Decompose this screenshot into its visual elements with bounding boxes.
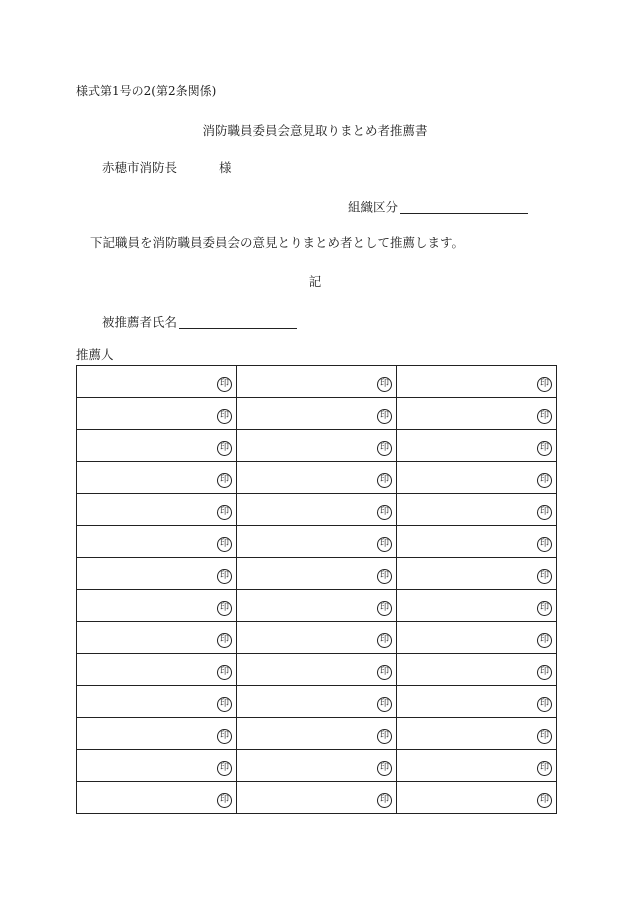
signature-cell[interactable]: [237, 750, 397, 782]
signature-cell[interactable]: [77, 462, 237, 494]
body-text: 下記職員を消防職員委員会の意見とりまとめ者として推薦します。: [90, 235, 465, 250]
seal-icon: 印: [217, 505, 232, 520]
recommenders-label: 推薦人: [76, 347, 114, 362]
seal-icon: 印: [537, 473, 552, 488]
table-row: [77, 622, 557, 654]
seal-icon: 印: [377, 793, 392, 808]
seal-icon: 印: [537, 601, 552, 616]
nominee-field: [102, 315, 297, 329]
ki-heading: 記: [308, 274, 322, 289]
signature-cell[interactable]: [397, 622, 557, 654]
signature-cell[interactable]: [397, 686, 557, 718]
signature-cell[interactable]: [397, 558, 557, 590]
seal-icon: 印: [217, 697, 232, 712]
signature-cell[interactable]: [237, 718, 397, 750]
signature-cell[interactable]: [237, 558, 397, 590]
seal-icon: 印: [217, 665, 232, 680]
table-row: [77, 782, 557, 814]
signature-cell[interactable]: [237, 430, 397, 462]
signature-cell[interactable]: [397, 494, 557, 526]
signature-cell[interactable]: [397, 462, 557, 494]
signature-cell[interactable]: [397, 750, 557, 782]
table-row: [77, 558, 557, 590]
signature-cell[interactable]: [77, 686, 237, 718]
seal-icon: 印: [377, 409, 392, 424]
nominee-label: 被推薦者氏名: [102, 314, 178, 330]
seal-icon: 印: [537, 761, 552, 776]
table-row: [77, 462, 557, 494]
seal-icon: 印: [377, 729, 392, 744]
signature-cell[interactable]: [77, 398, 237, 430]
signature-cell[interactable]: [237, 782, 397, 814]
seal-icon: 印: [217, 377, 232, 392]
seal-icon: 印: [377, 473, 392, 488]
seal-icon: 印: [377, 505, 392, 520]
signature-cell[interactable]: [77, 750, 237, 782]
seal-icon: 印: [537, 665, 552, 680]
table-row: [77, 654, 557, 686]
seal-icon: 印: [217, 441, 232, 456]
signature-cell[interactable]: [237, 686, 397, 718]
seal-icon: 印: [377, 569, 392, 584]
signature-cell[interactable]: [237, 590, 397, 622]
seal-icon: 印: [537, 537, 552, 552]
seal-icon: 印: [537, 697, 552, 712]
seal-icon: 印: [217, 793, 232, 808]
seal-icon: 印: [537, 633, 552, 648]
seal-icon: 印: [377, 761, 392, 776]
seal-icon: 印: [537, 409, 552, 424]
seal-icon: 印: [217, 473, 232, 488]
seal-icon: 印: [217, 633, 232, 648]
signature-cell[interactable]: [77, 590, 237, 622]
table-row: [77, 366, 557, 398]
form-number: 様式第1号の2(第2条関係): [76, 84, 217, 98]
org-division-blank[interactable]: [400, 200, 528, 214]
table-row: [77, 494, 557, 526]
signature-cell[interactable]: [77, 654, 237, 686]
seal-icon: 印: [377, 665, 392, 680]
seal-icon: 印: [537, 505, 552, 520]
table-row: [77, 590, 557, 622]
seal-icon: 印: [217, 761, 232, 776]
signature-cell[interactable]: [237, 462, 397, 494]
seal-icon: 印: [217, 569, 232, 584]
seal-icon: 印: [217, 601, 232, 616]
seal-icon: 印: [537, 729, 552, 744]
table-row: [77, 718, 557, 750]
seal-icon: 印: [377, 377, 392, 392]
table-row: [77, 398, 557, 430]
signature-cell[interactable]: [237, 494, 397, 526]
seal-icon: 印: [217, 537, 232, 552]
seal-icon: 印: [537, 441, 552, 456]
signature-cell[interactable]: [77, 494, 237, 526]
signature-cell[interactable]: [397, 430, 557, 462]
honorific: 様: [219, 160, 232, 175]
seal-icon: 印: [377, 697, 392, 712]
seal-icon: 印: [217, 729, 232, 744]
signature-cell[interactable]: [77, 558, 237, 590]
org-division-field: [348, 200, 528, 214]
signature-cell[interactable]: [237, 622, 397, 654]
org-division-label: 組織区分: [348, 199, 399, 215]
table-row: [77, 430, 557, 462]
signature-cell[interactable]: [237, 398, 397, 430]
recipient: 赤穂市消防長: [102, 160, 178, 175]
seal-icon: 印: [217, 409, 232, 424]
document-title: 消防職員委員会意見取りまとめ者推薦書: [202, 123, 428, 138]
signature-cell[interactable]: [397, 654, 557, 686]
seal-icon: 印: [377, 441, 392, 456]
signature-cell[interactable]: [397, 718, 557, 750]
seal-icon: 印: [537, 377, 552, 392]
signature-cell[interactable]: [237, 366, 397, 398]
signature-cell[interactable]: [77, 526, 237, 558]
signature-cell[interactable]: [397, 782, 557, 814]
signature-cell[interactable]: [397, 366, 557, 398]
nominee-blank[interactable]: [179, 315, 297, 329]
signature-cell[interactable]: [397, 526, 557, 558]
signature-cell[interactable]: [397, 590, 557, 622]
seal-icon: 印: [377, 601, 392, 616]
table-row: [77, 686, 557, 718]
signature-cell[interactable]: [77, 718, 237, 750]
table-row: [77, 750, 557, 782]
signature-cell[interactable]: [77, 430, 237, 462]
signature-cell[interactable]: [237, 526, 397, 558]
seal-icon: 印: [377, 633, 392, 648]
signature-cell[interactable]: [77, 366, 237, 398]
seal-icon: 印: [377, 537, 392, 552]
seal-icon: 印: [537, 793, 552, 808]
seal-icon: 印: [537, 569, 552, 584]
signature-cell[interactable]: [397, 398, 557, 430]
signature-cell[interactable]: [77, 782, 237, 814]
signature-cell[interactable]: [77, 622, 237, 654]
signature-cell[interactable]: [237, 654, 397, 686]
recommenders-table: [76, 365, 557, 814]
table-row: [77, 526, 557, 558]
